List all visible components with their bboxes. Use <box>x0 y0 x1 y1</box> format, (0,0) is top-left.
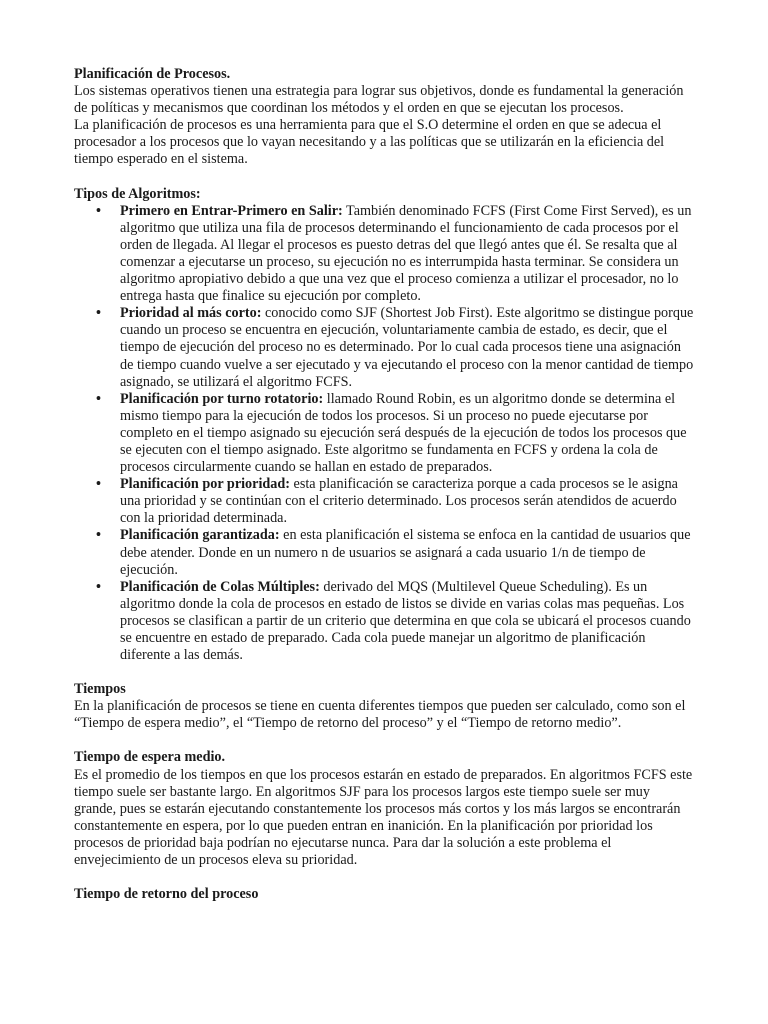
list-item <box>74 579 694 664</box>
algorithms-heading: Tipos de Algoritmos: <box>74 185 201 202</box>
algorithm-term: Planificación por prioridad: <box>120 476 290 493</box>
algorithms-list <box>74 203 694 665</box>
paragraph-spacer <box>74 732 694 749</box>
document-title: Planificación de Procesos. <box>74 66 231 82</box>
tiempos-heading: Tiempos <box>74 681 126 698</box>
algorithm-description: en esta planificación el sistema se enfoca en la cantidad de usuarios que debe atender. Donde en un numero n de usuarios se asignará a cada usuario 1/n de tiempo de ejecución. <box>120 527 691 578</box>
algorithm-term: Primero en Entrar-Primero en Salir: <box>120 202 343 219</box>
paragraph-spacer <box>74 869 694 886</box>
algorithm-description: También denominado FCFS (First Come First Served), es un algoritmo que utiliza una fila de procesos determinando el funcionamiento de cada procesos por el orden de llegada. Al llegar el procesos es puesto detras del que llegó antes que él. Se resalta que al comenzar a ejecutarse un proceso, su ejecución no es interrumpida hasta terminar. Se considera un algoritmo apropiativo debido a que una vez que el proceso comienza a utilizar el procesador, no lo entrega hasta que finalice su ejecución por completo. <box>120 202 692 305</box>
intro-paragraph-2: La planificación de procesos es una herramienta para que el S.O determine el orden en que se adecua el procesador a los procesos que lo vayan necesitando y a las políticas que se utilizarán en la eficiencia del tiempo esperado en el sistema. <box>74 117 665 168</box>
retorno-heading: Tiempo de retorno del proceso <box>74 886 259 903</box>
bullet-icon: • <box>96 305 101 322</box>
list-item <box>74 476 694 527</box>
bullet-icon: • <box>96 202 101 219</box>
algorithm-term: Prioridad al más corto: <box>120 305 262 322</box>
algorithm-description: derivado del MQS (Multilevel Queue Scheduling). Es un algoritmo donde la cola de procesos en estado de listos se divide en varias colas mas pequeñas. Los procesos se clasifican a partir de un criterio que determina en que cola se ubicará el procesos cuando se encuentre en estado de preparado. Cada cola puede manejar un algoritmo de planificación diferente a las demás. <box>120 578 691 664</box>
bullet-icon: • <box>96 578 101 595</box>
paragraph-spacer <box>74 664 694 681</box>
algorithm-term: Planificación garantizada: <box>120 527 280 544</box>
espera-heading: Tiempo de espera medio. <box>74 749 226 766</box>
list-item <box>74 305 694 390</box>
list-item <box>74 391 694 476</box>
bullet-icon: • <box>96 390 101 407</box>
bullet-icon: • <box>96 527 101 544</box>
tiempos-paragraph: En la planificación de procesos se tiene en cuenta diferentes tiempos que pueden ser calculado, como son el “Tiempo de espera medio”, el “Tiempo de retorno del proceso” y el “Tiempo de retorno medio”. <box>74 698 686 732</box>
list-item <box>74 527 694 578</box>
intro-paragraph-1: Los sistemas operativos tienen una estrategia para lograr sus objetivos, donde es fundamental la generación de políticas y mecanismos que coordinan los métodos y el orden en que se ejecutan los procesos. <box>74 83 684 117</box>
espera-paragraph: Es el promedio de los tiempos en que los procesos estarán en estado de preparados. En algoritmos FCFS este tiempo suele ser bastante largo. En algoritmos SJF para los procesos largos este tiempo suele ser muy grande, pues se estarán ejecutando constantemente los procesos más cortos y los más largos se encontrarán constantemente en espera, por lo que pueden entran en inanición. En la planificación por prioridad los procesos de prioridad baja podrían no ejecutarse nunca. Para dar la solución a este problema el envejecimiento de un procesos eleva su prioridad. <box>74 766 693 869</box>
document-page <box>74 66 694 903</box>
bullet-icon: • <box>96 476 101 493</box>
algorithm-description: llamado Round Robin, es un algoritmo donde se determina el mismo tiempo para la ejecución de todos los procesos. Si un proceso no puede ejecutarse por completo en el tiempo asignado su ejecución será después de la ejecución de todos los procesos que se ejecuten con el tiempo asignado. Este algoritmo se fundamenta en FCFS y ordena la cola de procesos circularmente cuando se hallan en estado de preparados. <box>120 390 687 476</box>
algorithm-term: Planificación por turno rotatorio: <box>120 390 324 407</box>
algorithm-description: esta planificación se caracteriza porque a cada procesos se le asigna una prioridad y se continúan con el criterio determinado. Los procesos serán atendidos de acuerdo con la prioridad determinada. <box>120 476 678 527</box>
list-item <box>74 203 694 306</box>
algorithm-term: Planificación de Colas Múltiples: <box>120 578 320 595</box>
algorithm-description: conocido como SJF (Shortest Job First). Este algoritmo se distingue porque cuando un proceso se encuentra en ejecución, voluntariamente cambia de estado, es decir, que el tiempo de ejecución del proceso no es determinado. Por lo cual cada procesos tiene una asignación de tiempo cuando vuelve a ser ejecutado y va ejecutando el proceso con la menor cantidad de tiempo asignado, se utilizará el algoritmo FCFS. <box>120 305 694 390</box>
paragraph-spacer <box>74 169 694 186</box>
